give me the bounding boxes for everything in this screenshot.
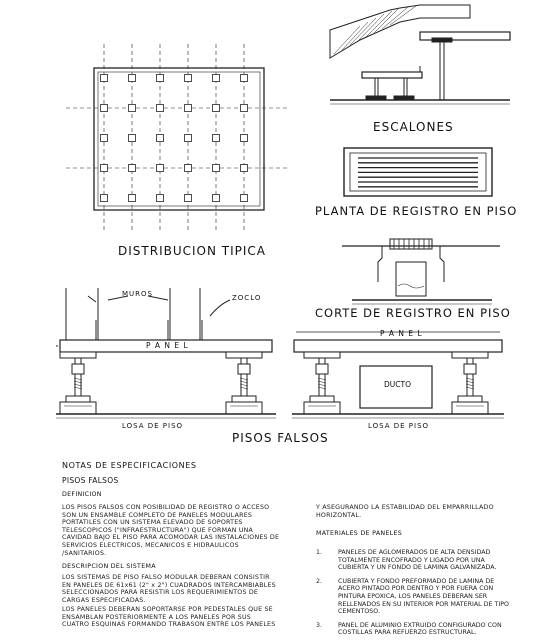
pedestal-square xyxy=(101,75,108,82)
definicion-title: DEFINICION xyxy=(62,491,102,498)
pedestal-square xyxy=(129,195,136,202)
pedestal-foot xyxy=(60,402,96,414)
pedestal-square xyxy=(213,135,220,142)
pedestal-square xyxy=(157,165,164,172)
pedestal-square xyxy=(241,135,248,142)
label-ducto: DUCTO xyxy=(384,380,411,389)
materiales-item-number: 1. xyxy=(316,549,323,556)
label-muros: MUROS xyxy=(122,290,153,298)
descripcion-text-2 xyxy=(62,606,280,629)
pedestal-square xyxy=(185,75,192,82)
pedestal-foot xyxy=(304,402,340,414)
label-panel-right: P A N E L xyxy=(380,329,423,338)
pedestal-square xyxy=(129,75,136,82)
pedestal-base xyxy=(66,396,90,402)
pedestal-square xyxy=(185,105,192,112)
pedestal-square xyxy=(101,195,108,202)
materiales-item-text: PANELES DE AGLOMERADOS DE ALTA DENSIDAD TOTALMENTE ENCOFRADO Y LIGADO POR UNA CUBIERTA Y UN FONDO DE LAMINA GALVANIZADA. xyxy=(338,549,497,572)
pedestal-base xyxy=(310,396,334,402)
pedestal-nut xyxy=(238,364,250,374)
pedestal-nut xyxy=(72,364,84,374)
pedestal-square xyxy=(129,105,136,112)
materiales-item-text: CUBIERTA Y FONDO PREFORMADO DE LAMINA DE ACERO PINTADO POR DENTRO Y POR FUERA CON PINTURA EPOXICA, LOS PANELES DEBERAN SER RELLENADOS EN SU INTERIOR POR MATERIAL DE TIPO CEMENTOSO. xyxy=(338,577,509,616)
registro-section xyxy=(342,239,500,304)
materiales-title: MATERIALES DE PANELES xyxy=(316,530,403,537)
materiales-list xyxy=(316,549,516,643)
pedestal-square xyxy=(241,165,248,172)
pedestal-square xyxy=(241,75,248,82)
pedestal-square xyxy=(129,165,136,172)
pedestal-square xyxy=(213,165,220,172)
notes-subheading: PISOS FALSOS xyxy=(62,476,119,485)
definicion-paragraph: LOS PISOS FALSOS CON POSIBILIDAD DE REGISTRO O ACCESO SON UN ENSAMBLE COMPLETO DE PANELES MODULARES PORTATILES CON UN SISTEMA ELEVADO DE SOPORTES TELESCOPICOS ("INFRAESTRUCTURA") QUE FORMAN UNA CAVIDAD BAJO EL PISO PARA ACOMODAR LAS INSTALACIONES DE SERVICIOS ELECTRICOS, MECANICOS E HIDRAULICOS /SANITARIOS. xyxy=(62,504,280,557)
pedestal-square xyxy=(185,135,192,142)
label-panel-left: P A N E L xyxy=(146,341,189,350)
pedestal-square xyxy=(185,165,192,172)
label-pisos-falsos: PISOS FALSOS xyxy=(232,431,329,445)
materiales-item-number: 2. xyxy=(316,577,323,585)
label-escalones: ESCALONES xyxy=(373,120,454,134)
pisos-falsos-right xyxy=(292,332,504,418)
descripcion-title: DESCRIPCION DEL SISTEMA xyxy=(62,563,156,570)
pedestal-square xyxy=(213,105,220,112)
pedestal-foot xyxy=(226,402,262,414)
materiales-item-number: 3. xyxy=(316,621,323,629)
pedestal-base xyxy=(232,396,256,402)
pedestal-square xyxy=(213,195,220,202)
right-column-text xyxy=(316,504,516,519)
pedestal-square xyxy=(129,135,136,142)
materiales-item xyxy=(316,549,516,572)
pedestal-square xyxy=(157,135,164,142)
registro-plan xyxy=(344,148,492,196)
pedestal-head xyxy=(226,352,262,358)
label-losa-right: LOSA DE PISO xyxy=(368,422,430,430)
notes-heading: NOTAS DE ESPECIFICACIONES xyxy=(62,461,197,470)
label-planta-registro: PLANTA DE REGISTRO EN PISO xyxy=(315,204,518,218)
pedestal-head xyxy=(304,352,340,358)
distribution-plan xyxy=(66,44,290,230)
pedestal-base xyxy=(458,396,482,402)
pedestal-square xyxy=(213,75,220,82)
materiales-item xyxy=(316,578,516,616)
pedestal-nut xyxy=(316,364,328,374)
escalones-section xyxy=(330,5,510,104)
pedestal-square xyxy=(157,75,164,82)
pedestal-square xyxy=(101,135,108,142)
descripcion-text-1 xyxy=(62,574,280,604)
descripcion-paragraph-2: LOS PANELES DEBERAN SOPORTARSE POR PEDESTALES QUE SE ENSAMBLAN POSTERIORMENTE A LOS PANELES POR SUS CUATRO ESQUINAS FORMANDO TRABASON ENTRE LOS PANELES xyxy=(62,606,276,629)
pedestal-square xyxy=(157,105,164,112)
right-column-paragraph: Y ASEGURANDO LA ESTABILIDAD DEL EMPARRILLADO HORIZONTAL. xyxy=(316,504,494,519)
pedestal-square xyxy=(185,195,192,202)
pedestal-square xyxy=(101,165,108,172)
pedestal-nut xyxy=(464,364,476,374)
descripcion-paragraph-1: LOS SISTEMAS DE PISO FALSO MODULAR DEBERAN CONSISTIR EN PANELES DE 61x61 (2" x 2") CUADRADOS INTERCAMBIABLES SELECCIONADOS PARA RESISTIR LOS REQUERIMIENTOS DE CARGAS ESPECIFICADAS. xyxy=(62,574,276,604)
pedestal-square xyxy=(157,195,164,202)
pedestal-head xyxy=(452,352,488,358)
materiales-item-text: PANEL DE ALUMINIO EXTRUIDO CONFIGURADO CON COSTILLAS PARA REFUERZO ESTRUCTURAL. xyxy=(338,621,502,637)
label-corte-registro: CORTE DE REGISTRO EN PISO xyxy=(315,306,511,320)
materiales-item xyxy=(316,622,516,637)
pedestal-square xyxy=(241,105,248,112)
definicion-text xyxy=(62,504,280,557)
pedestal-foot xyxy=(452,402,488,414)
label-losa-left: LOSA DE PISO xyxy=(122,422,184,430)
label-zoclo: ZOCLO xyxy=(232,294,262,302)
label-distribucion-tipica: DISTRIBUCION TIPICA xyxy=(118,244,267,258)
pedestal-square xyxy=(101,105,108,112)
pisos-falsos-left xyxy=(56,288,276,418)
pedestal-square xyxy=(241,195,248,202)
pedestal-head xyxy=(60,352,96,358)
